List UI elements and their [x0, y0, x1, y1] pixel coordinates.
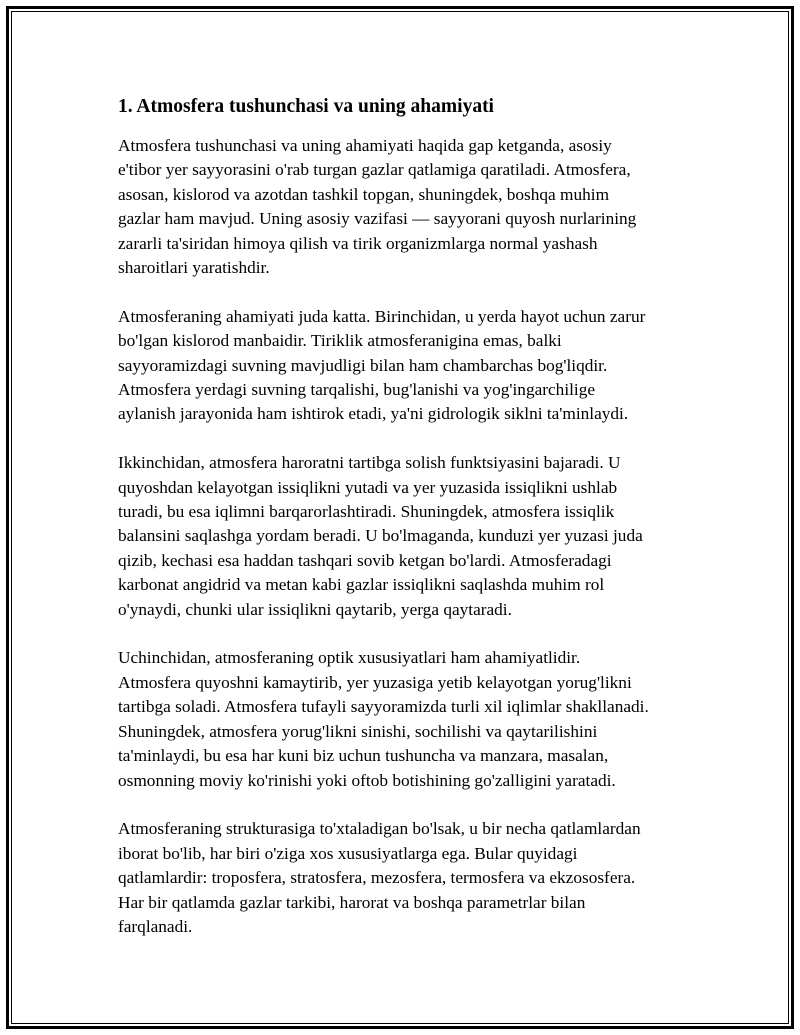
paragraph-3 — [118, 451, 698, 622]
paragraph-line: ta'minlaydi, bu esa har kuni biz uchun tushuncha va manzara, masalan, — [118, 746, 609, 766]
paragraph-line: Atmosfera tushunchasi va uning ahamiyati haqida gap ketganda, asosiy — [118, 136, 612, 155]
paragraph-line: Ikkinchidan, atmosfera haroratni tartibga solish funktsiyasini bajaradi. U — [118, 453, 621, 473]
paragraph-4 — [118, 646, 698, 792]
document-body — [118, 95, 698, 964]
paragraph-line: quyoshdan kelayotgan issiqlikni yutadi va yer yuzasida issiqlikni ushlab — [118, 477, 618, 497]
section-heading: 1. Atmosfera tushunchasi va uning ahamiyati — [118, 96, 494, 117]
paragraph-line: Atmosferaning ahamiyati juda katta. Birinchidan, u yerda hayot uchun zarur — [118, 306, 646, 326]
paragraph-line: sharoitlari yaratishdir. — [118, 258, 270, 278]
paragraph-1 — [118, 134, 698, 280]
paragraph-line: turadi, bu esa iqlimni barqarorlashtiradi. Shuningdek, atmosfera issiqlik — [118, 502, 615, 522]
paragraph-line: zararli ta'siridan himoya qilish va tirik organizmlarga normal yashash — [118, 233, 598, 253]
paragraph-line: Atmosferaning strukturasiga to'xtaladigan bo'lsak, u bir necha qatlamlardan — [118, 819, 641, 839]
paragraph-line: e'tibor yer sayyorasini o'rab turgan gazlar qatlamiga qaratiladi. Atmosfera, — [118, 160, 631, 180]
paragraph-line: Uchinchidan, atmosferaning optik xususiyatlari ham ahamiyatlidir. — [118, 648, 581, 668]
paragraph-line: o'ynaydi, chunki ular issiqlikni qaytarib, yerga qaytaradi. — [118, 599, 512, 619]
paragraph-line: sayyoramizdagi suvning mavjudligi bilan ham chambarchas bog'liqdir. — [118, 355, 608, 375]
paragraph-line: aylanish jarayonida ham ishtirok etadi, ya'ni gidrologik siklni ta'minlaydi. — [118, 404, 629, 424]
paragraph-line: gazlar ham mavjud. Uning asosiy vazifasi — sayyorani quyosh nurlarining — [118, 209, 637, 229]
paragraph-line: Har bir qatlamda gazlar tarkibi, harorat va boshqa parametrlar bilan — [118, 892, 586, 912]
paragraph-line: balansini saqlashga yordam beradi. U bo'lmaganda, kunduzi yer yuzasi juda — [118, 526, 643, 546]
paragraph-2 — [118, 305, 698, 427]
paragraph-line: Shuningdek, atmosfera yorug'likni sinishi, sochilishi va qaytarilishini — [118, 721, 598, 741]
paragraph-5 — [118, 817, 698, 939]
paragraph-line: bo'lgan kislorod manbaidir. Tiriklik atmosferanigina emas, balki — [118, 331, 562, 351]
paragraph-line: qatlamlardir: troposfera, stratosfera, mezosfera, termosfera va ekzososfera. — [118, 868, 636, 888]
paragraph-line: tartibga soladi. Atmosfera tufayli sayyoramizda turli xil iqlimlar shakllanadi. — [118, 697, 649, 717]
paragraph-line: farqlanadi. — [118, 916, 193, 936]
paragraph-line: Atmosfera quyoshni kamaytirib, yer yuzasiga yetib kelayotgan yorug'likni — [118, 672, 632, 692]
paragraph-line: qizib, kechasi esa haddan tashqari sovib ketgan bo'lardi. Atmosferadagi — [118, 550, 612, 570]
paragraph-line: osmonning moviy ko'rinishi yoki oftob botishining go'zalligini yaratadi. — [118, 770, 616, 790]
paragraph-line: asosan, kislorod va azotdan tashkil topgan, shuningdek, boshqa muhim — [118, 184, 610, 204]
paragraph-line: karbonat angidrid va metan kabi gazlar issiqlikni saqlashda muhim rol — [118, 575, 605, 595]
paragraph-line: iborat bo'lib, har biri o'ziga xos xususiyatlarga ega. Bular quyidagi — [118, 843, 578, 863]
paragraph-line: Atmosfera yerdagi suvning tarqalishi, bug'lanishi va yog'ingarchilige — [118, 380, 596, 400]
